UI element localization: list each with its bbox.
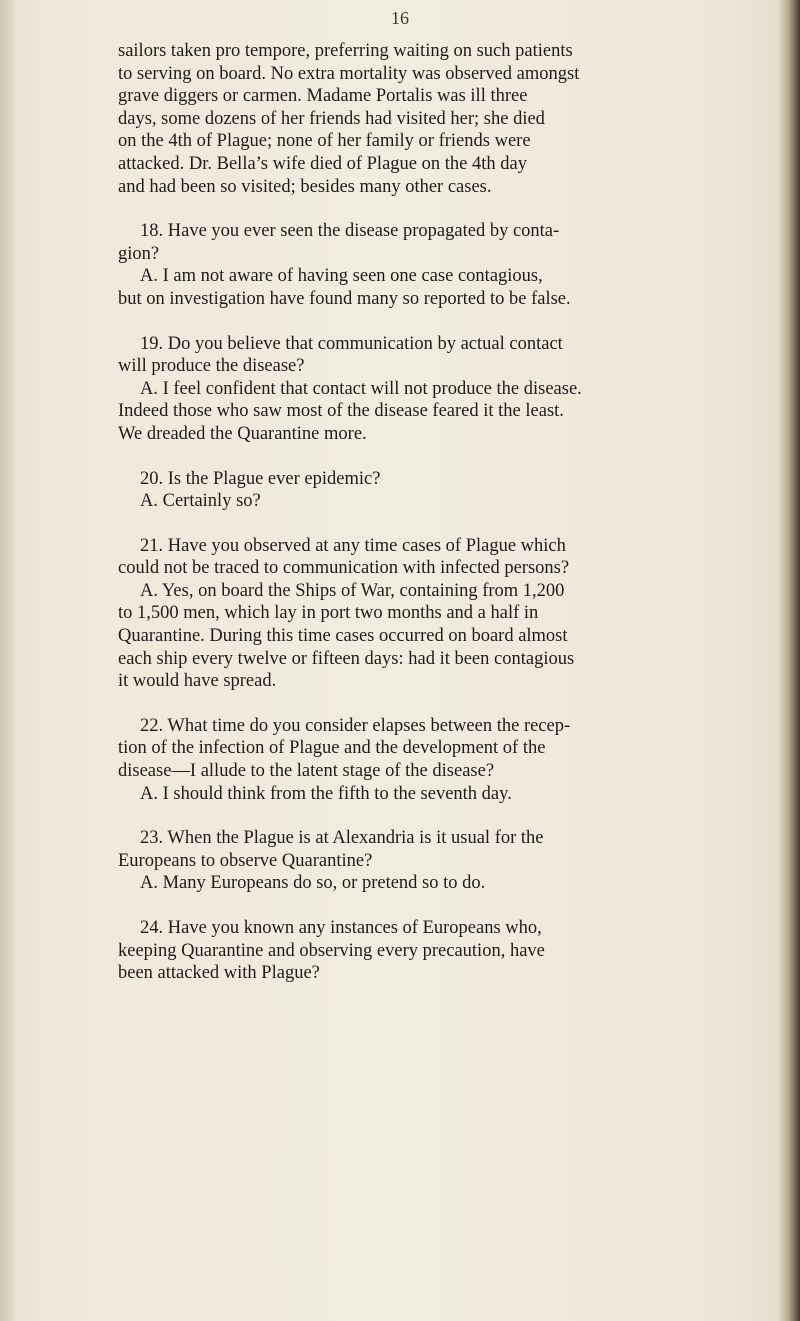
question-18 xyxy=(118,220,758,310)
answer-text: A. Many Europeans do so, or pretend so to do. xyxy=(140,873,486,894)
question-text: 21. Have you observed at any time cases of Plague which xyxy=(140,535,566,556)
answer-text: A. I should think from the fifth to the seventh day. xyxy=(140,783,512,804)
page-text xyxy=(118,40,758,985)
answer-continuation: to 1,500 men, which lay in port two months and a half in xyxy=(118,603,539,624)
section-gap xyxy=(118,446,758,468)
question-19 xyxy=(118,333,758,446)
intro-paragraph xyxy=(118,40,758,198)
question-text: 19. Do you believe that communication by actual contact xyxy=(140,333,563,354)
page-left-edge xyxy=(0,0,14,1321)
question-continuation: Europeans to observe Quarantine? xyxy=(118,850,373,871)
question-continuation: gion? xyxy=(118,243,160,264)
answer-text: A. Certainly so? xyxy=(140,491,261,512)
text-line: days, some dozens of her friends had visited her; she died xyxy=(118,108,545,129)
question-21 xyxy=(118,535,758,693)
answer-continuation: but on investigation have found many so reported to be false. xyxy=(118,288,571,309)
answer-text: A. I feel confident that contact will not produce the disease. xyxy=(140,378,582,399)
question-continuation: could not be traced to communication with infected persons? xyxy=(118,558,570,579)
question-continuation: disease—I allude to the latent stage of the disease? xyxy=(118,761,495,782)
question-22 xyxy=(118,715,758,805)
section-gap xyxy=(118,311,758,333)
text-line: grave diggers or carmen. Madame Portalis was ill three xyxy=(118,86,528,107)
section-gap xyxy=(118,693,758,715)
question-text: 18. Have you ever seen the disease propagated by conta- xyxy=(140,221,560,242)
question-continuation: tion of the infection of Plague and the development of the xyxy=(118,738,546,759)
text-line: to serving on board. No extra mortality was observed amongst xyxy=(118,63,580,84)
section-gap xyxy=(118,513,758,535)
text-line: sailors taken pro tempore, preferring waiting on such patients xyxy=(118,41,573,61)
answer-text: A. I am not aware of having seen one case contagious, xyxy=(140,266,543,287)
text-line: and had been so visited; besides many other cases. xyxy=(118,176,492,197)
question-text: 24. Have you known any instances of Europeans who, xyxy=(140,918,542,938)
question-20 xyxy=(118,468,758,513)
page-number: 16 xyxy=(391,8,409,28)
text-line: attacked. Dr. Bella’s wife died of Plague on the 4th day xyxy=(118,153,527,174)
answer-continuation: Quarantine. During this time cases occurred on board almost xyxy=(118,626,568,647)
question-text: 22. What time do you consider elapses between the recep- xyxy=(140,715,571,736)
text-line: on the 4th of Plague; none of her family or friends were xyxy=(118,131,531,152)
question-text: 20. Is the Plague ever epidemic? xyxy=(140,468,381,489)
question-24 xyxy=(118,917,758,985)
answer-continuation: each ship every twelve or fifteen days: had it been contagious xyxy=(118,648,575,669)
question-text: 23. When the Plague is at Alexandria is it usual for the xyxy=(140,828,544,849)
answer-continuation: We dreaded the Quarantine more. xyxy=(118,423,367,444)
section-gap xyxy=(118,198,758,220)
section-gap xyxy=(118,805,758,827)
question-23 xyxy=(118,827,758,895)
question-continuation: keeping Quarantine and observing every precaution, have xyxy=(118,940,545,961)
question-continuation: will produce the disease? xyxy=(118,356,305,377)
answer-continuation: it would have spread. xyxy=(118,671,277,692)
answer-text: A. Yes, on board the Ships of War, containing from 1,200 xyxy=(140,580,565,601)
page-right-edge xyxy=(778,0,800,1321)
answer-continuation: Indeed those who saw most of the disease feared it the least. xyxy=(118,401,564,422)
question-continuation: been attacked with Plague? xyxy=(118,963,320,984)
section-gap xyxy=(118,895,758,917)
